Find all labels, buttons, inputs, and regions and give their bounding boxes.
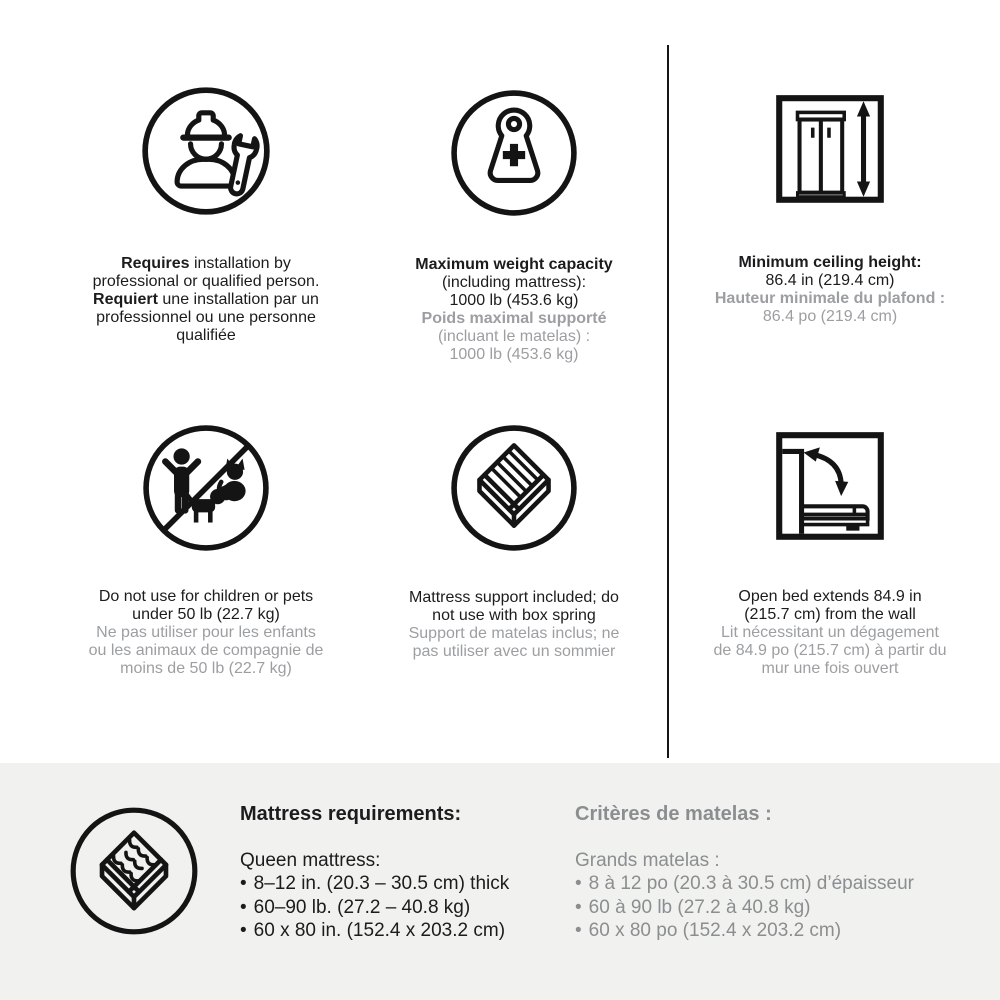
weight-capacity-icon bbox=[449, 88, 579, 218]
list-item: • 60 x 80 in. (152.4 x 203.2 cm) bbox=[240, 919, 550, 943]
install-requirement-cell: Requires installation by professional or qualified person. Requiert une installation par un professionnel ou une personne qualifiée bbox=[45, 85, 367, 377]
list-item: • 60 x 80 po (152.4 x 203.2 cm) bbox=[575, 919, 975, 943]
list-item: • 8–12 in. (20.3 – 30.5 cm) thick bbox=[240, 872, 550, 896]
mattress-requirements-fr-header: Critères de matelas : bbox=[575, 803, 772, 825]
max-weight-cell: Maximum weight capacity (including mattress): 1000 lb (453.6 kg) Poids maximal supporté (incluant le matelas) : 1000 lb (453.6 kg) bbox=[368, 88, 660, 396]
mattress-requirements-en bbox=[240, 803, 550, 943]
tufted-mattress-icon bbox=[68, 805, 200, 937]
list-item: • 60–90 lb. (27.2 – 40.8 kg) bbox=[240, 896, 550, 920]
mattress-requirements-panel bbox=[0, 763, 1000, 1000]
no-children-pets-cell: Do not use for children or pets under 50 lb (22.7 kg) Ne pas utiliser pour les enfants ou les animaux de compagnie de moins de 50 lb (22.7 kg) bbox=[45, 423, 367, 710]
list-item: • 8 à 12 po (20.3 à 30.5 cm) d’épaisseur bbox=[575, 872, 975, 896]
mattress-requirements-en-subheader: Queen mattress: bbox=[240, 849, 381, 871]
ceiling-height-cell: Minimum ceiling height: 86.4 in (219.4 cm) Hauteur minimale du plafond : 86.4 po (219.4 cm) bbox=[678, 86, 982, 358]
mattress-requirements-fr bbox=[575, 803, 975, 943]
no-children-or-pets-icon bbox=[141, 423, 271, 553]
mattress-requirements-fr-subheader: Grands matelas : bbox=[575, 849, 720, 871]
mattress-requirements-fr-list bbox=[575, 872, 975, 943]
mattress-requirements-en-list bbox=[240, 872, 550, 943]
slatted-mattress-support-icon bbox=[449, 423, 579, 553]
open-bed-clearance-cell: Open bed extends 84.9 in (215.7 cm) from the wall Lit nécessitant un dégagement de 84.9 po (215.7 cm) à partir du mur une fois ouvert bbox=[678, 423, 982, 710]
mattress-support-cell: Mattress support included; do not use with box spring Support de matelas inclus; ne pas utiliser avec un sommier bbox=[368, 423, 660, 693]
mattress-requirements-en-header: Mattress requirements: bbox=[240, 803, 462, 825]
vertical-divider bbox=[667, 45, 669, 758]
wall-bed-opening-icon bbox=[765, 423, 895, 553]
closed-wall-bed-height-arrow-icon bbox=[765, 86, 895, 216]
installer-with-hard-hat-and-wrench-icon bbox=[140, 85, 272, 217]
list-item: • 60 à 90 lb (27.2 à 40.8 kg) bbox=[575, 896, 975, 920]
